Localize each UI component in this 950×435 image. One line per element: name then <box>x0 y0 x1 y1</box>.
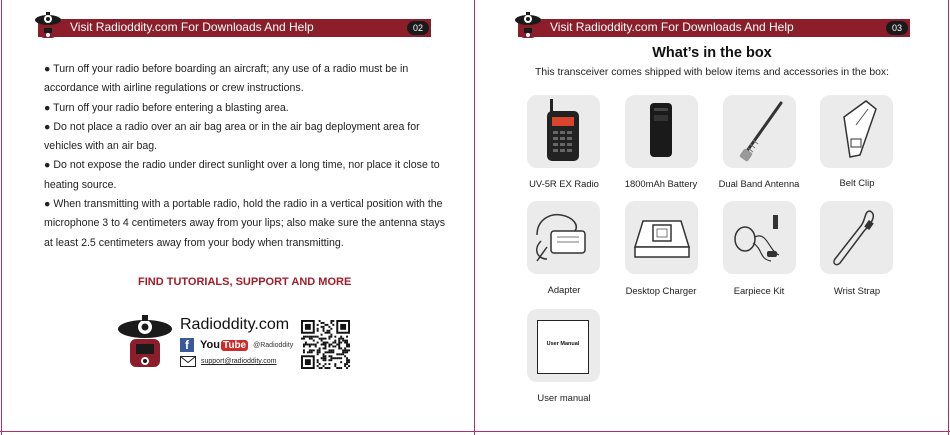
brand-name: Radioddity.com <box>180 316 290 333</box>
page-divider <box>474 0 475 435</box>
bullet-item: ● Turn off your radio before entering a blasting area. <box>44 101 289 114</box>
item-label: 1800mAh Battery <box>624 178 698 189</box>
header-title: Visit Radioddity.com For Downloads And Help <box>70 20 314 34</box>
header-title: Visit Radioddity.com For Downloads And Help <box>550 20 794 34</box>
right-page-border <box>948 0 949 435</box>
radio-icon <box>527 95 600 168</box>
support-email-link[interactable]: support@radioddity.com <box>201 358 277 365</box>
item-tile-earpiece <box>723 201 796 274</box>
page-title: What’s in the box <box>652 45 772 61</box>
bullet-item: ● Do not place a radio over an air bag area or in the air bag deployment area for vehicles with an air bag. <box>44 120 420 153</box>
left-page-border <box>1 0 2 435</box>
social-handle: @Radioddity <box>253 341 294 349</box>
radioddity-mascot-icon <box>34 11 62 41</box>
item-label: User manual <box>537 392 591 403</box>
item-label: Wrist Strap <box>833 285 881 296</box>
envelope-icon <box>180 356 196 367</box>
youtube-tube-badge[interactable]: Tube <box>222 339 247 351</box>
item-label: UV-5R EX Radio <box>529 178 599 189</box>
battery-icon <box>625 95 698 168</box>
item-label: Earpiece Kit <box>733 285 785 296</box>
item-tile-belt-clip <box>820 95 893 168</box>
bottom-page-border <box>0 431 950 432</box>
item-tile-manual <box>527 309 600 382</box>
adapter-icon <box>527 201 600 274</box>
social-row <box>180 337 293 353</box>
item-tile-radio <box>527 95 600 168</box>
safety-bullets <box>44 60 449 253</box>
manual-icon <box>537 320 589 374</box>
youtube-icon[interactable]: You <box>200 339 220 351</box>
left-page-header <box>38 19 431 37</box>
item-tile-antenna <box>723 95 796 168</box>
item-tile-battery <box>625 95 698 168</box>
email-row <box>180 356 276 367</box>
facebook-icon[interactable]: f <box>180 338 194 352</box>
bullet-item: ● Turn off your radio before boarding an aircraft; any use of a radio must be in accordance with airline regulations or crew instructions. <box>44 63 409 95</box>
manual-card-text: User Manual <box>546 341 580 347</box>
radioddity-mascot-icon <box>514 11 542 41</box>
item-tile-charger <box>625 201 698 274</box>
page-subtitle: This transceiver comes shipped with below items and accessories in the box: <box>534 67 890 78</box>
right-page-header <box>518 19 910 37</box>
item-tile-adapter <box>527 201 600 274</box>
page-number: 03 <box>886 21 908 35</box>
charger-icon <box>625 201 698 274</box>
bullet-item: ● Do not expose the radio under direct sunlight over a long time, nor place it close to heating source. <box>44 159 440 191</box>
bullet-item: ● When transmitting with a portable radio, hold the radio in a vertical position with the microphone 3 to 4 centimeters away from your lips; also make sure the antenna stays at least 2.5 centimeters away from your body when transmitting. <box>44 198 445 249</box>
belt-clip-icon <box>820 95 893 168</box>
item-label: Adapter <box>547 284 581 295</box>
find-tutorials-heading: FIND TUTORIALS, SUPPORT AND MORE <box>138 276 352 288</box>
item-label: Dual Band Antenna <box>718 178 800 189</box>
page-number: 02 <box>407 21 429 35</box>
qr-code-icon[interactable] <box>301 320 350 369</box>
radioddity-brand-logo-icon <box>116 314 174 372</box>
item-tile-wrist-strap <box>820 201 893 274</box>
item-label: Desktop Charger <box>625 285 697 296</box>
wrist-strap-icon <box>820 201 893 274</box>
antenna-icon <box>723 95 796 168</box>
earpiece-icon <box>723 201 796 274</box>
item-label: Belt Clip <box>839 177 875 188</box>
